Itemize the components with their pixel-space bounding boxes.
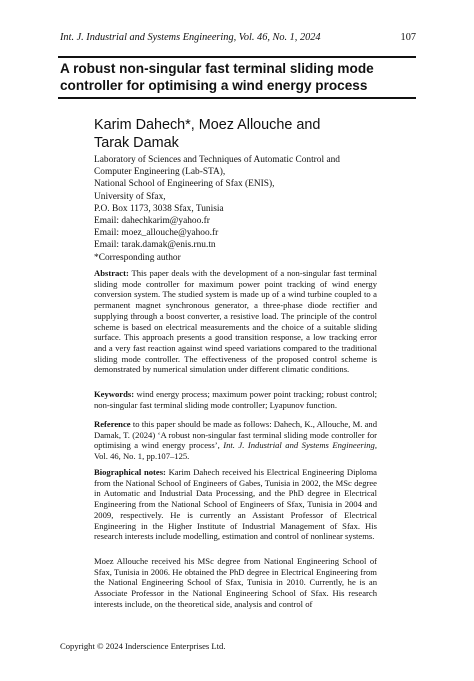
bio-text: Karim Dahech received his Electrical Engineering Diploma from the National School of Engineers of Gabes, Tunisia in 2002, the MSc degree in Automatic and Industrial Data Processing, and the PhD degree in Electrical Engineering from the National School of Engineers of Sfax, Tunisia in 2004 and 2009, respectively. He is currently an Assistant Professor of Electrical Engineering in the Higher Institute of Industrial Management of Sfax. His research interests include modelling, estimation and control of nonlinear systems. (94, 467, 377, 542)
keywords-text: wind energy process; maximum power point tracking; robust control; non-singular fast terminal sliding mode controller; Lyapunov function. (94, 389, 377, 410)
corresponding-author-note: *Corresponding author (94, 252, 181, 263)
copyright: Copyright © 2024 Inderscience Enterprises Ltd. (60, 641, 226, 651)
affiliation-line: Laboratory of Sciences and Techniques of Automatic Control and (94, 155, 340, 165)
title-bottom-rule (58, 97, 416, 99)
reference-journal: Int. J. Industrial and Systems Engineering (223, 440, 375, 451)
keywords (94, 389, 377, 410)
reference-text: to this paper should be made as follows: Dahech, K., Allouche, M. and Damak, T. (2024) ‘A robust non-singular fast terminal sliding mode controller for optimising a wind energy process’, (94, 419, 377, 451)
authors-line-2: Tarak Damak (94, 134, 179, 151)
title-line-2: controller for optimising a wind energy process (60, 77, 368, 93)
affiliation (94, 154, 394, 264)
affiliation-line: University of Sfax, (94, 191, 166, 202)
reference (94, 419, 377, 462)
email-line[interactable]: Email: moez_allouche@yahoo.fr (94, 228, 219, 239)
affiliation-line: Computer Engineering (Lab-STA), (94, 167, 226, 178)
abstract (94, 268, 377, 375)
page-number: 107 (400, 32, 416, 43)
authors (94, 117, 394, 152)
authors-line-1: Karim Dahech*, Moez Allouche and (94, 117, 321, 133)
reference-text-end: , Vol. 46, No. 1, pp.107–125. (94, 440, 377, 462)
affiliation-line: P.O. Box 1173, 3038 Sfax, Tunisia (94, 203, 224, 214)
email-line[interactable]: Email: tarak.damak@enis.rnu.tn (94, 240, 216, 251)
reference-label: Reference (94, 419, 131, 429)
running-head: Int. J. Industrial and Systems Engineering, Vol. 46, No. 1, 2024 (60, 32, 321, 43)
title-top-rule (58, 56, 416, 58)
affiliation-line: National School of Engineering of Sfax (ENIS), (94, 179, 275, 190)
keywords-label: Keywords: (94, 389, 135, 399)
biographical-notes (94, 467, 377, 542)
bio-label: Biographical notes: (94, 467, 166, 477)
paper-title (60, 61, 416, 94)
title-line-1: A robust non-singular fast terminal sliding mode (60, 61, 374, 76)
abstract-text: This paper deals with the development of a non-singular fast terminal sliding mode controller for maximum power point tracking of wind energy conversion system. The studied system is made up of a wind turbine coupled to a permanent magnet synchronous generator, a three-phase diode rectifier and supplying through a boost converter, a resistive load. The principle of the control scheme is based on electrical measurements and the choice of a suitable sliding surface. This approach presents a good transition response, a low tracking error and a very fast reaction against wind speed variations compared to the traditional sliding mode controller. The effectiveness of the proposed control scheme is demonstrated by numerical simulation under different climatic conditions. (94, 268, 377, 375)
abstract-label: Abstract: (94, 268, 129, 278)
email-line[interactable]: Email: dahechkarim@yahoo.fr (94, 216, 210, 227)
biographical-notes-second: Moez Allouche received his MSc degree from National Engineering School of Sfax, Tunisia in 2006. He obtained the PhD degree in Electrical Engineering from the National Engineering School of Sfax, Tunisia in 2010. Currently, he is an Associate Professor in the National Engineering School of Sfax. His research interests include, on the theoretical side, analysis and control of (94, 556, 377, 609)
